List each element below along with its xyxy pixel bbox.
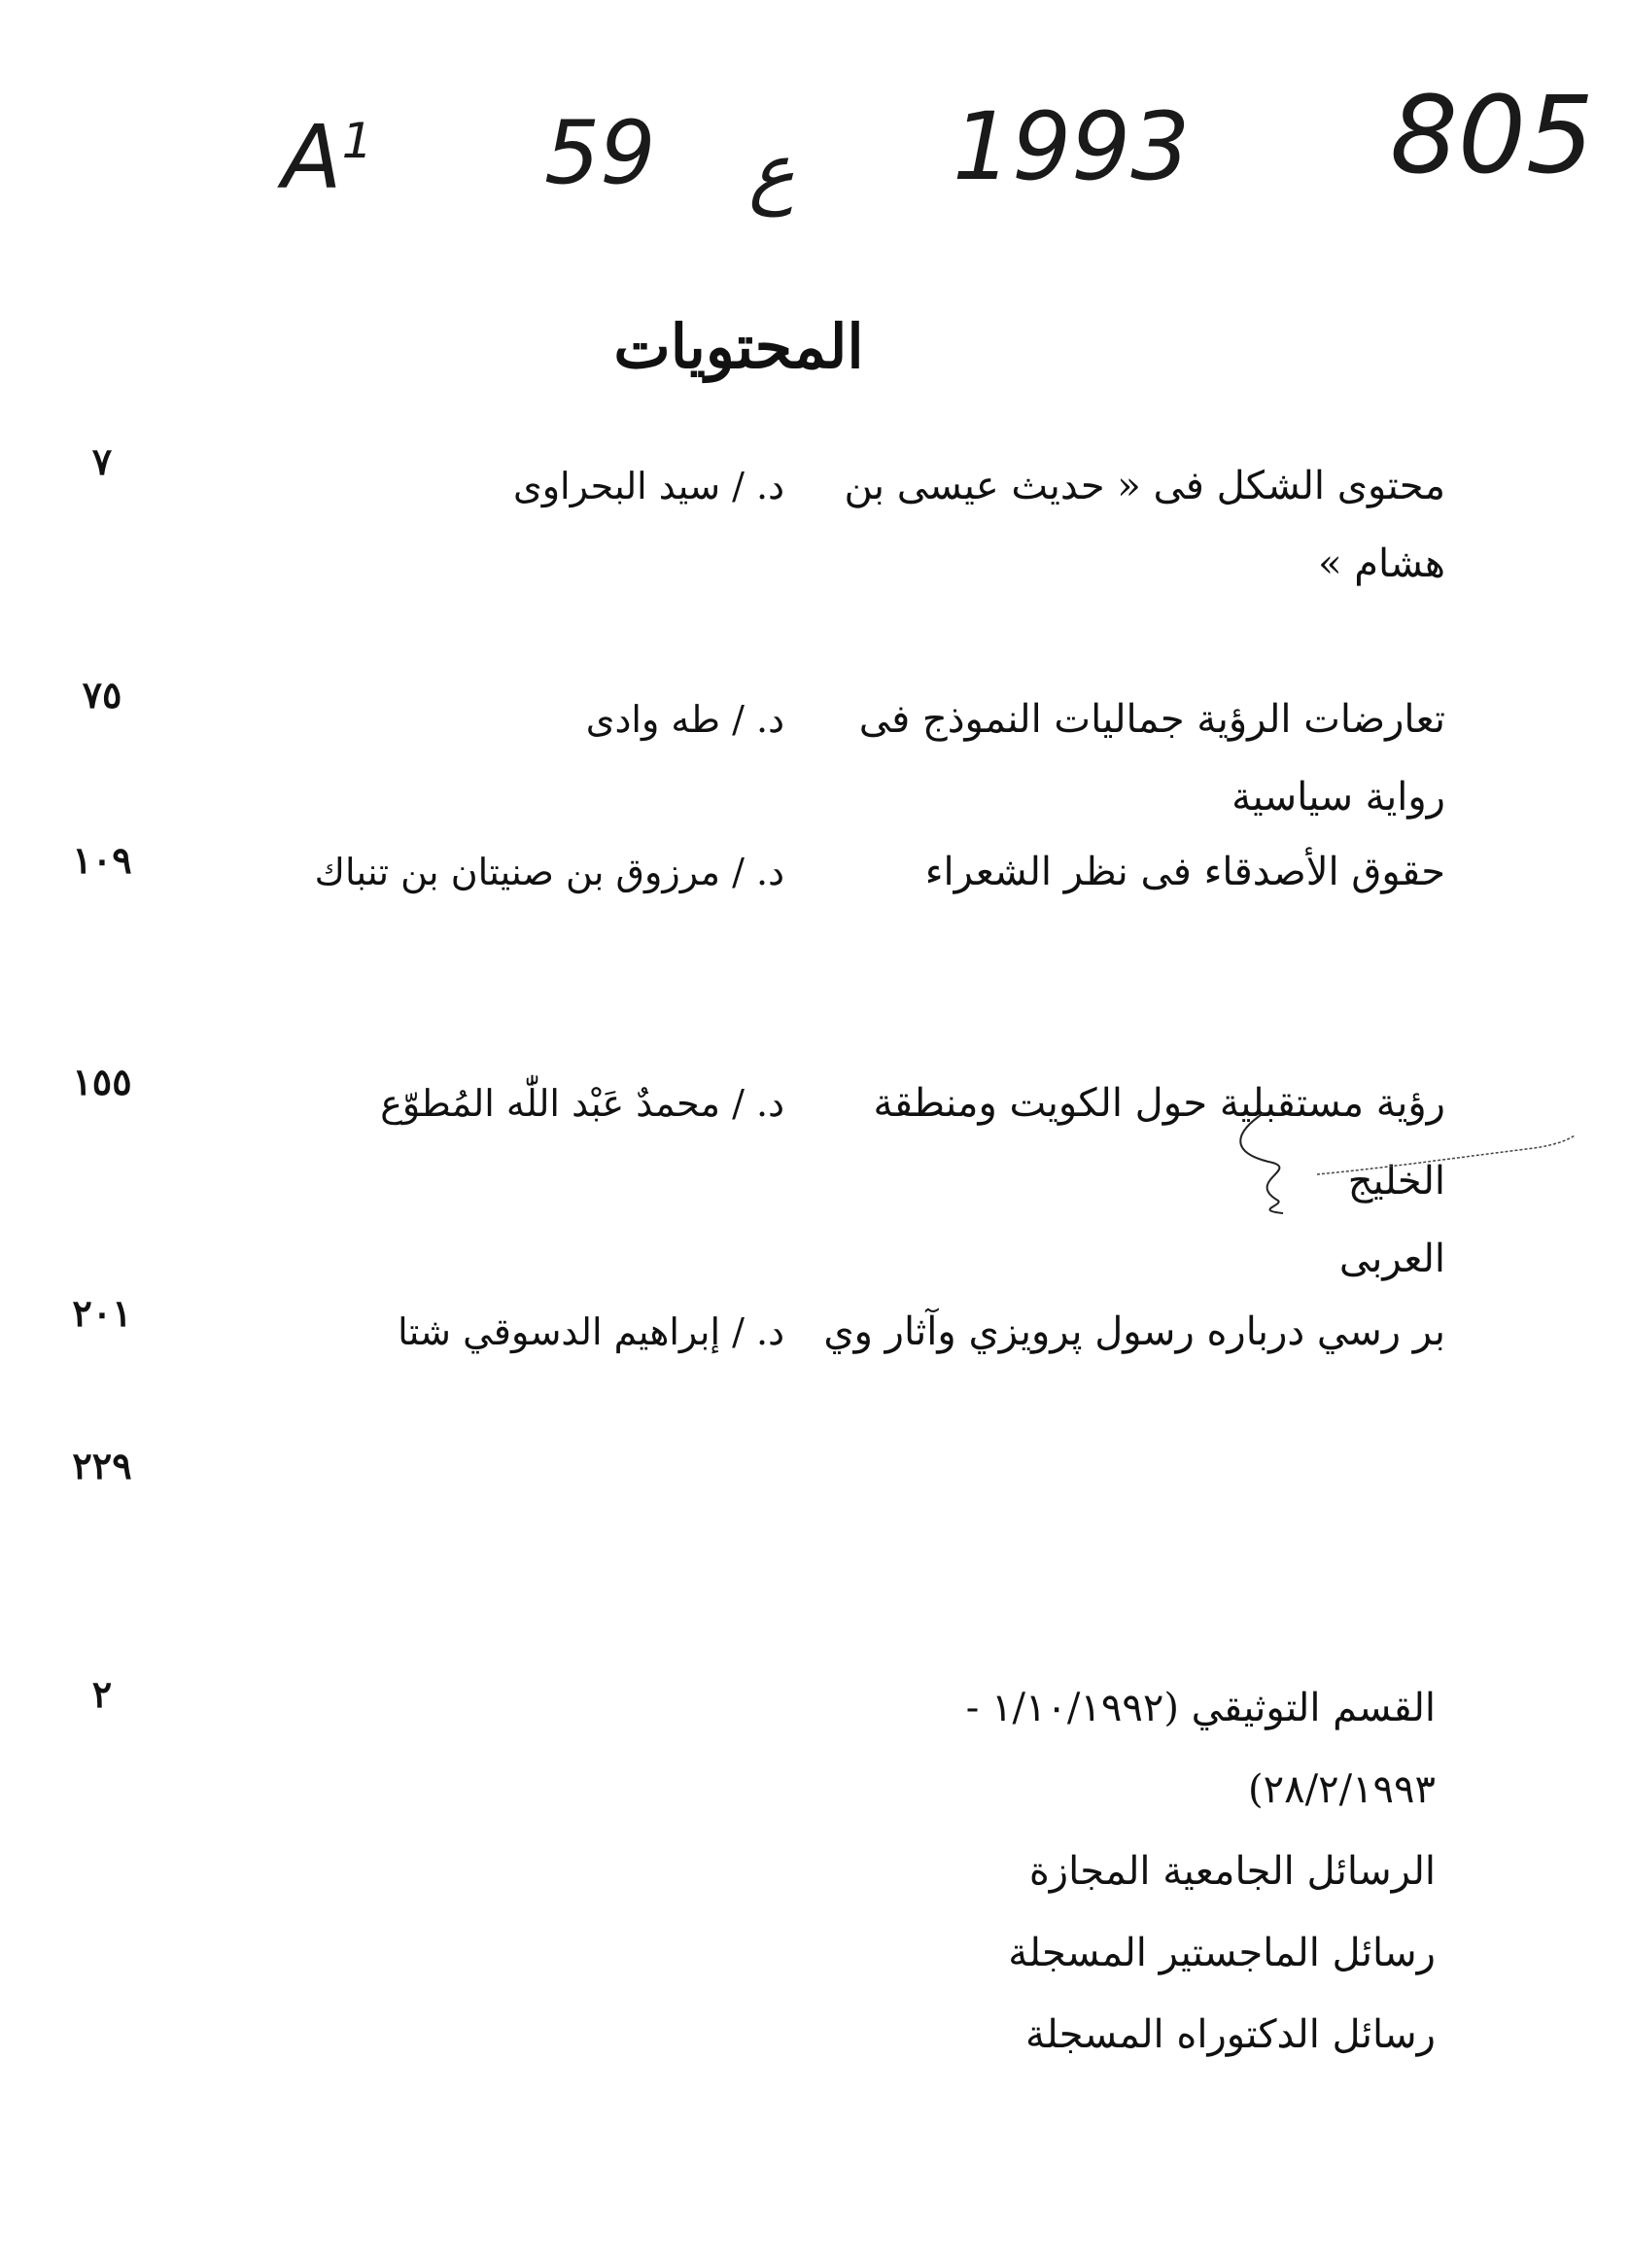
documentary-section-dates: ٢٨/٢/١٩٩٣): [1248, 1767, 1436, 1812]
page-title: المحتويات: [613, 311, 864, 382]
toc-entry-author: د. / سيد البحراوى: [512, 465, 784, 507]
toc-entry: [314, 833, 1445, 911]
documentary-section-item: رسائل الماجستير المسجلة: [1008, 1931, 1436, 1975]
handwritten-code-a: $A^1$: [282, 107, 373, 209]
toc-entry-title: تعارضات الرؤية جماليات النموذج فى رواية سياسية: [858, 697, 1445, 820]
toc-entry: [398, 1293, 1445, 1371]
toc-entry: [425, 680, 1445, 836]
handwritten-code-letter: ع: [748, 126, 795, 217]
toc-entry-author: د. / إبراهيم الدسوقي شتا: [398, 1310, 784, 1353]
handwritten-number: 805: [1390, 73, 1594, 197]
documentary-section-heading: القسم التوثيقي (١/١٠/١٩٩٢ -: [965, 1686, 1436, 1730]
toc-entry-title: محتوى الشكل فى « حديث عيسى بن هشام »: [844, 464, 1445, 586]
extra-page-number: ٢٢٩: [72, 1444, 132, 1487]
handwritten-year: 1993: [953, 92, 1191, 201]
handwritten-bracket-mark: [1225, 1108, 1594, 1225]
documentary-section-item: رسائل الدكتوراه المسجلة: [1025, 2012, 1436, 2057]
toc-entry-author: د. / محمدٌ عَبْد اللّٰه المُطوّع: [380, 1082, 784, 1125]
toc-entry-page: ١٥٥: [72, 1060, 132, 1103]
handwritten-code-number: 59: [544, 102, 656, 204]
documentary-section: [697, 1667, 1436, 2076]
toc-entry-author: د. / مرزوق بن صنيتان بن تنباك: [314, 851, 784, 893]
toc-entry-page: ١٠٩: [72, 838, 132, 882]
handwritten-code-a-sup: 1: [341, 113, 373, 169]
toc-entry: [425, 447, 1445, 603]
toc-entry-page: ٧: [91, 439, 113, 483]
documentary-section-page: ٢: [91, 1672, 113, 1716]
toc-entry-page: ٧٥: [82, 673, 122, 716]
toc-entry-title: حقوق الأصدقاء فى نظر الشعراء: [924, 850, 1445, 894]
documentary-section-item: الرسائل الجامعية المجازة: [1028, 1849, 1436, 1894]
toc-entry-title: رؤية مستقبلية حول الكويت ومنطقة الخليج العربى: [873, 1081, 1445, 1281]
toc-entry-author: د. / طه وادى: [585, 698, 784, 741]
toc-entry-title: بر رسي درباره رسول پرويزي وآثار وي: [823, 1309, 1445, 1354]
toc-entry-page: ٢٠١: [72, 1291, 132, 1335]
